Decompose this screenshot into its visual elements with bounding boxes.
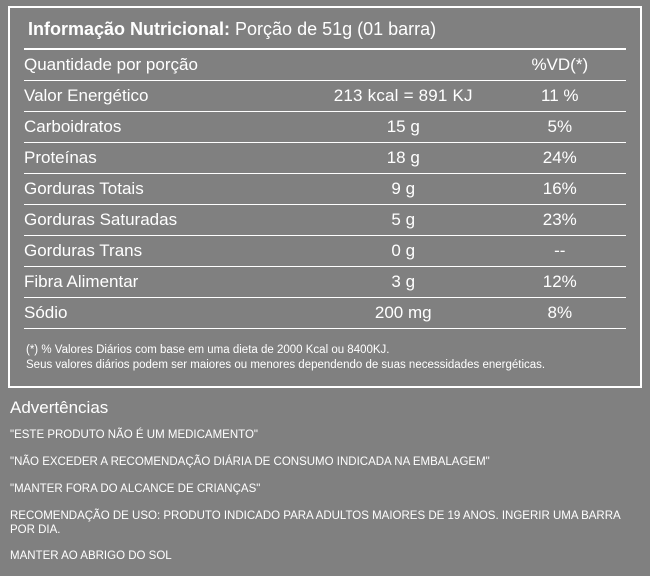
row-amount: 9 g	[313, 174, 494, 205]
warnings-section	[8, 398, 642, 576]
row-vd: 8%	[494, 298, 626, 329]
warnings-title: Advertências	[10, 398, 109, 417]
nutrition-footnote	[24, 343, 626, 373]
row-label: Proteínas	[24, 143, 313, 174]
row-label: Gorduras Trans	[24, 236, 313, 267]
nutrition-facts-panel	[8, 6, 642, 388]
row-vd: --	[494, 236, 626, 267]
table-row	[24, 236, 626, 267]
row-vd: 11 %	[494, 81, 626, 112]
table-row	[24, 205, 626, 236]
row-vd: 5%	[494, 112, 626, 143]
row-label: Sódio	[24, 298, 313, 329]
footnote-line-1: (*) % Valores Diários com base em uma dieta de 2000 Kcal ou 8400KJ.	[26, 344, 390, 356]
row-label: Carboidratos	[24, 112, 313, 143]
header-amount-per-portion: Quantidade por porção	[24, 50, 313, 81]
row-label: Gorduras Saturadas	[24, 205, 313, 236]
row-vd: 24%	[494, 143, 626, 174]
row-label: Fibra Alimentar	[24, 267, 313, 298]
row-vd: 16%	[494, 174, 626, 205]
row-vd: 12%	[494, 267, 626, 298]
nutrition-title-portion: Porção de 51g (01 barra)	[230, 19, 437, 39]
warning-line: "ESTE PRODUTO NÃO É UM MEDICAMENTO"	[10, 429, 258, 441]
row-amount: 3 g	[313, 267, 494, 298]
header-spacer	[313, 50, 494, 81]
row-amount: 18 g	[313, 143, 494, 174]
warning-line: "NÃO EXCEDER A RECOMENDAÇÃO DIÁRIA DE CONSUMO INDICADA NA EMBALAGEM"	[10, 456, 490, 468]
row-vd: 23%	[494, 205, 626, 236]
row-amount: 200 mg	[313, 298, 494, 329]
table-row	[24, 81, 626, 112]
row-amount: 5 g	[313, 205, 494, 236]
nutrition-title-bold: Informação Nutricional:	[28, 19, 231, 39]
table-row	[24, 143, 626, 174]
table-row	[24, 174, 626, 205]
row-label: Gorduras Totais	[24, 174, 313, 205]
row-label: Valor Energético	[24, 81, 313, 112]
table-row	[24, 298, 626, 329]
nutrition-title	[24, 16, 626, 42]
row-amount: 213 kcal = 891 KJ	[313, 81, 494, 112]
table-header-row	[24, 50, 626, 81]
row-amount: 15 g	[313, 112, 494, 143]
warning-line: RECOMENDAÇÃO DE USO: PRODUTO INDICADO PARA ADULTOS MAIORES DE 19 ANOS. INGERIR UMA BARRA POR DIA.	[10, 510, 621, 536]
warning-line: MANTER AO ABRIGO DO SOL	[10, 550, 172, 562]
table-row	[24, 112, 626, 143]
nutrition-table	[24, 50, 626, 329]
header-daily-value: %VD(*)	[494, 50, 626, 81]
footnote-line-2: Seus valores diários podem ser maiores ou menores dependendo de suas necessidades energéticas.	[26, 359, 546, 371]
warning-line: "MANTER FORA DO ALCANCE DE CRIANÇAS"	[10, 483, 261, 495]
row-amount: 0 g	[313, 236, 494, 267]
table-row	[24, 267, 626, 298]
